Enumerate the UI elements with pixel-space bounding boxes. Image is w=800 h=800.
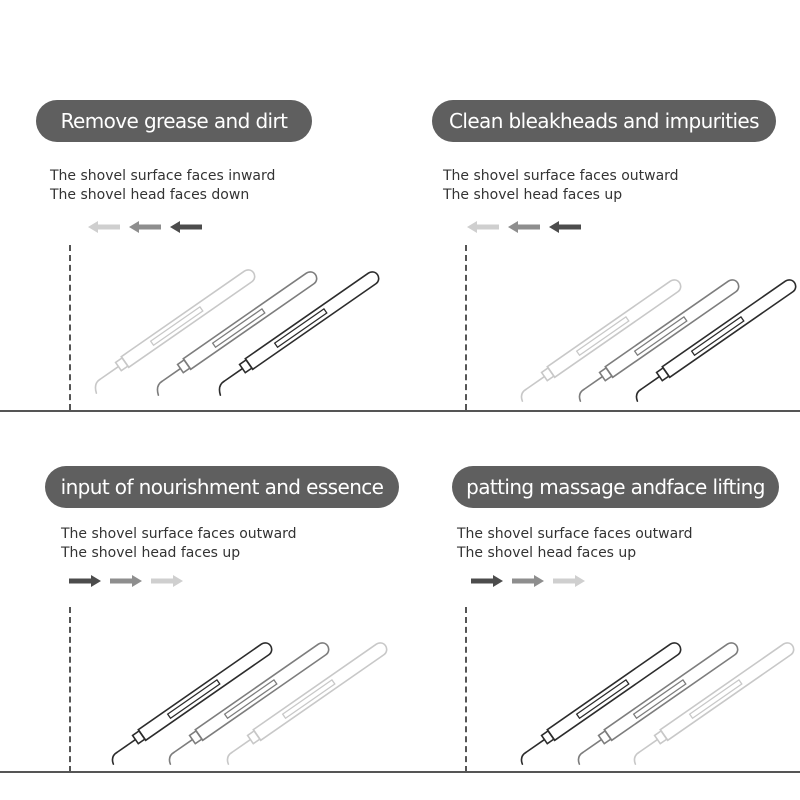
panel-description (61, 525, 297, 563)
extractor-tool-icon (521, 280, 680, 401)
panel-title-pill (36, 100, 312, 142)
surface-orientation-text: The shovel surface faces outward (61, 526, 297, 542)
extractor-tool-icon (579, 280, 738, 401)
extractor-tool-icon (634, 643, 793, 764)
surface-orientation-text: The shovel surface faces outward (443, 168, 679, 184)
dashed-guide-line (465, 245, 467, 410)
dashed-guide-line (69, 607, 71, 772)
head-orientation-text: The shovel head faces down (50, 187, 250, 203)
arrow-left-icon (129, 221, 161, 233)
head-orientation-text: The shovel head faces up (457, 545, 637, 561)
surface-orientation-text: The shovel surface faces outward (457, 526, 693, 542)
extractor-tool-icon (227, 643, 386, 764)
surface-orientation-text: The shovel surface faces inward (50, 168, 276, 184)
head-orientation-text: The shovel head faces up (61, 545, 241, 561)
arrow-right-icon (151, 575, 183, 587)
panel-title: Remove grease and dirt (60, 109, 288, 133)
dashed-guide-line (69, 245, 71, 410)
extractor-tool-icon (521, 643, 680, 764)
extractor-tool-icon (112, 643, 271, 764)
arrow-left-icon (549, 221, 581, 233)
panel-title-pill (432, 100, 776, 142)
arrow-right-icon (471, 575, 503, 587)
extractor-tool-icon (219, 272, 378, 395)
panel-description (443, 167, 679, 205)
arrow-left-icon (88, 221, 120, 233)
panel-description (50, 167, 275, 205)
arrow-left-icon (170, 221, 202, 233)
dashed-guide-line (465, 607, 467, 772)
arrow-right-icon (512, 575, 544, 587)
panel-description (457, 525, 693, 563)
extractor-tool-icon (169, 643, 328, 764)
extractor-tool-icon (95, 270, 254, 393)
panel-title-pill (452, 466, 779, 508)
arrow-right-icon (110, 575, 142, 587)
extractor-tool-icon (578, 643, 737, 764)
head-orientation-text: The shovel head faces up (443, 187, 623, 203)
floor-line (0, 410, 800, 412)
panel-title: patting massage andface lifting (466, 475, 765, 499)
extractor-tool-icon (157, 272, 316, 395)
arrow-right-icon (69, 575, 101, 587)
arrow-left-icon (508, 221, 540, 233)
floor-line (0, 771, 800, 773)
panel-title: Clean bleakheads and impurities (449, 109, 759, 133)
panel-title-pill (45, 466, 399, 508)
arrow-right-icon (553, 575, 585, 587)
arrow-left-icon (467, 221, 499, 233)
panel-title: input of nourishment and essence (60, 475, 384, 499)
extractor-tool-icon (636, 280, 795, 401)
